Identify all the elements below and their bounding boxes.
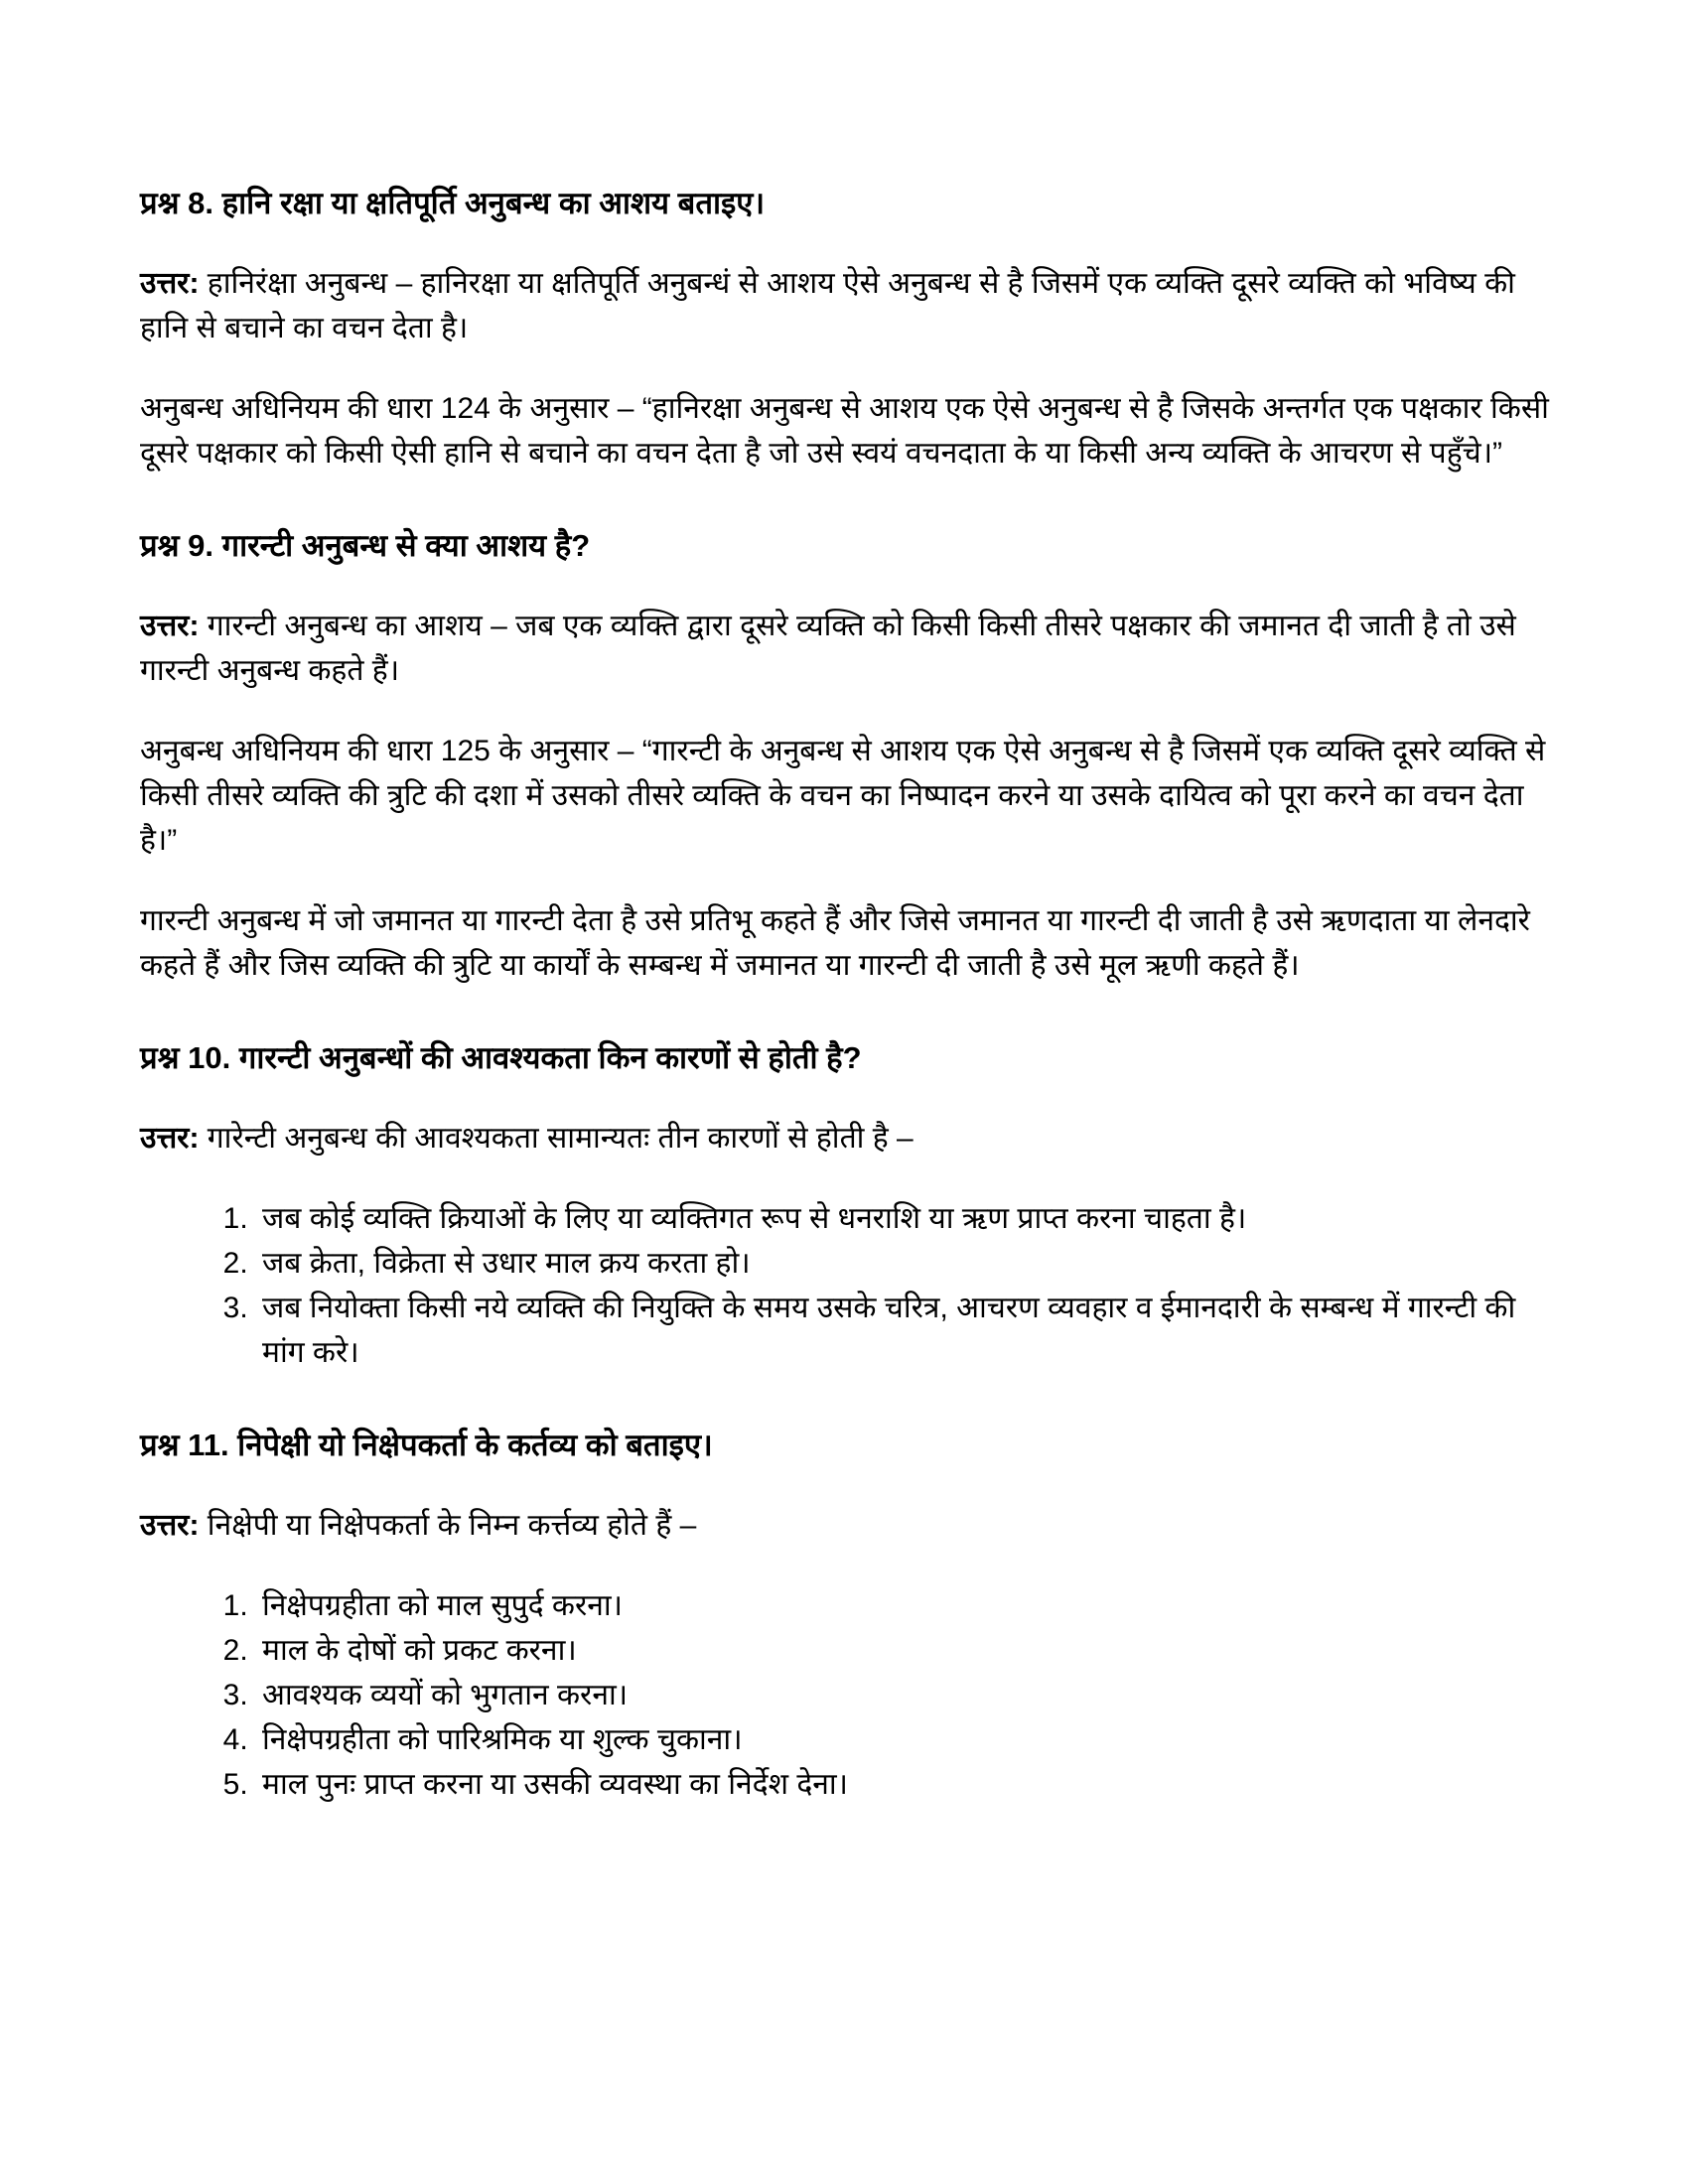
answer-text: गारेन्टी अनुबन्ध की आवश्यकता सामान्यतः तीन कारणों से होती है – — [207, 1122, 914, 1155]
answer-label: उत्तर: — [140, 1122, 200, 1155]
question-8-answer-intro — [140, 261, 1549, 350]
list-item: 4. निक्षेपग्रहीता को पारिश्रमिक या शुल्क चुकाना। — [256, 1717, 1549, 1762]
question-9-answer-intro — [140, 604, 1549, 693]
question-9-heading: प्रश्न 9. गारन्टी अनुबन्ध से क्या आशय है? — [140, 528, 591, 563]
answer-text: हानिरंक्षा अनुबन्ध – हानिरक्षा या क्षतिपूर्ति अनुबन्धं से आशय ऐसे अनुबन्ध से है जिसमें एक व्यक्ति दूसरे व्यक्ति को भविष्य की हानि से बचाने का वचन देता है। — [140, 267, 1515, 344]
answer-text: निक्षेपी या निक्षेपकर्ता के निम्न कर्त्तव्य होते हैं – — [207, 1509, 697, 1542]
question-8-paragraph: अनुबन्ध अधिनियम की धारा 124 के अनुसार – “हानिरक्षा अनुबन्ध से आशय एक ऐसे अनुबन्ध से है जिसके अन्तर्गत एक पक्षकार किसी दूसरे पक्षकार को किसी ऐसी हानि से बचाने का वचन देता है जो उसे स्वयं वचनदाता के या किसी अन्य व्यक्ति के आचरण से पहुँचे।” — [140, 392, 1549, 470]
answer-text: गारन्टी अनुबन्ध का आशय – जब एक व्यक्ति द्वारा दूसरे व्यक्ति को किसी किसी तीसरे पक्षकार की जमानत दी जाती है तो उसे गारन्टी अनुबन्ध कहते हैं। — [140, 610, 1516, 687]
answer-label: उत्तर: — [140, 610, 200, 642]
list-item: 1. जब कोई व्यक्ति क्रियाओं के लिए या व्यक्तिगत रूप से धनराशि या ऋण प्राप्त करना चाहता है। — [256, 1196, 1549, 1241]
question-11-answer-intro — [140, 1503, 1549, 1548]
list-item: 2. जब क्रेता, विक्रेता से उधार माल क्रय करता हो। — [256, 1241, 1549, 1286]
question-10-reason-list — [140, 1196, 1549, 1375]
list-item: 2. माल के दोषों को प्रकट करना। — [256, 1628, 1549, 1673]
question-8-heading: प्रश्न 8. हानि रक्षा या क्षतिपूर्ति अनुबन्ध का आशय बताइए। — [140, 186, 766, 220]
question-9-paragraph-2: गारन्टी अनुबन्ध में जो जमानत या गारन्टी देता है उसे प्रतिभू कहते हैं और जिसे जमानत या गारन्टी दी जाती है उसे ऋणदाता या लेनदारे कहते हैं और जिस व्यक्ति की त्रुटि या कार्यों के सम्बन्ध में जमानत या गारन्टी दी जाती है उसे मूल ऋणी कहते हैं। — [140, 904, 1530, 982]
answer-label: उत्तर: — [140, 267, 200, 300]
list-item: 5. माल पुनः प्राप्त करना या उसकी व्यवस्था का निर्देश देना। — [256, 1762, 1549, 1807]
question-9-paragraph-1: अनुबन्ध अधिनियम की धारा 125 के अनुसार – “गारन्टी के अनुबन्ध से आशय एक ऐसे अनुबन्ध से है जिसमें एक व्यक्ति दूसरे व्यक्ति से किसी तीसरे व्यक्ति की त्रुटि की दशा में उसको तीसरे व्यक्ति के वचन का निष्पादन करने या उसके दायित्व को पूरा करने का वचन देता है।” — [140, 735, 1546, 857]
question-11-heading: प्रश्न 11. निपेक्षी यो निक्षेपकर्ता के कर्तव्य को बताइए। — [140, 1428, 713, 1462]
question-9-block — [140, 523, 1549, 988]
question-10-heading: प्रश्न 10. गारन्टी अनुबन्धों की आवश्यकता किन कारणों से होती है? — [140, 1040, 862, 1075]
question-11-block — [140, 1423, 1549, 1807]
answer-label: उत्तर: — [140, 1509, 200, 1542]
list-item: 3. जब नियोक्ता किसी नये व्यक्ति की नियुक्ति के समय उसके चरित्र, आचरण व्यवहार व ईमानदारी के सम्बन्ध में गारन्टी की मांग करे। — [256, 1286, 1549, 1375]
list-item: 1. निक्षेपग्रहीता को माल सुपुर्द करना। — [256, 1583, 1549, 1628]
question-10-block — [140, 1035, 1549, 1375]
question-11-duty-list — [140, 1583, 1549, 1807]
question-10-answer-intro — [140, 1116, 1549, 1160]
list-item: 3. आवश्यक व्ययों को भुगतान करना। — [256, 1673, 1549, 1717]
question-8-block — [140, 181, 1549, 476]
